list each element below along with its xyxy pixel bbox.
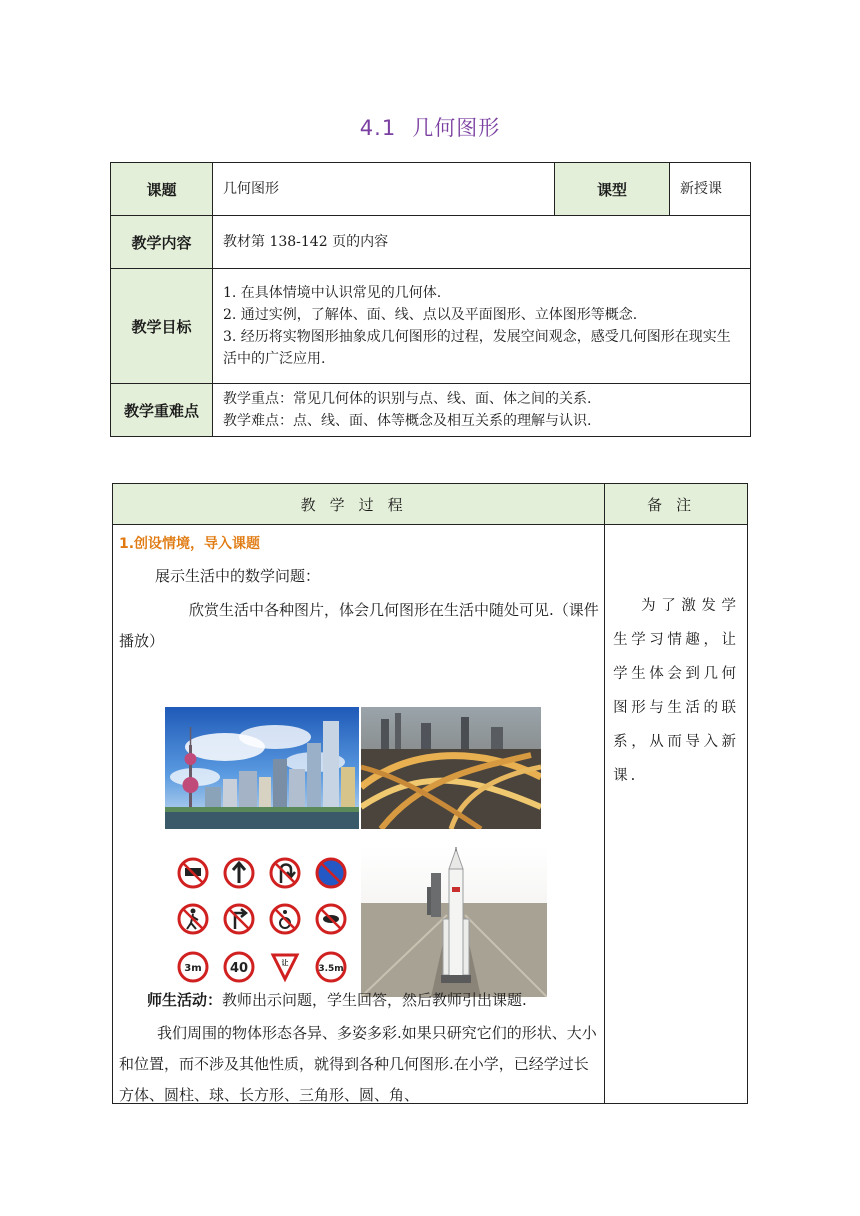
goals-cell xyxy=(213,269,751,384)
traffic-signs-image xyxy=(169,851,359,997)
paragraph: 展示生活中的数学问题： xyxy=(155,567,321,585)
sign-label: 40 xyxy=(229,961,249,976)
activity-label: 师生活动： xyxy=(147,991,223,1009)
topic-value: 几何图形 xyxy=(213,163,555,216)
goal-item: 3. 经历将实物图形抽象成几何图形的过程，发展空间观念，感受几何图形在现实生活中的广泛应用. xyxy=(223,329,731,367)
goal-item: 1. 在具体情境中认识常见的几何体. xyxy=(223,285,442,301)
paragraph: 我们周围的物体形态各异、多姿多彩.如果只研究它们的形状、大小和位置，而不涉及其他性质，就得到各种几何图形.在小学，已经学过长方体、圆柱、球、长方形、三角形、圆、角、 xyxy=(119,1024,597,1103)
process-content xyxy=(113,525,605,1104)
teaching-process-table xyxy=(112,483,748,1104)
content-value: 教材第 138-142 页的内容 xyxy=(213,216,751,269)
rocket-image xyxy=(361,847,547,997)
title-number: 4.1 xyxy=(359,116,397,140)
city-skyline-image xyxy=(165,707,359,829)
paragraph: 欣赏生活中各种图片，体会几何图形在生活中随处可见.（课件播放） xyxy=(119,601,599,650)
sign-label: 3.5m xyxy=(318,964,344,974)
page-title xyxy=(0,112,860,142)
process-header: 教学过程 xyxy=(113,484,605,525)
difficult-point: 教学难点：点、线、面、体等概念及相互关系的理解与认识. xyxy=(223,413,592,429)
type-label: 课型 xyxy=(555,163,670,216)
activity-text: 教师出示问题，学生回答，然后教师引出课题. xyxy=(222,991,527,1009)
lesson-info-table xyxy=(110,162,751,437)
sign-label: 让 xyxy=(281,959,289,967)
content-label: 教学内容 xyxy=(111,216,213,269)
goals-label: 教学目标 xyxy=(111,269,213,384)
highway-interchange-image xyxy=(361,707,541,829)
keypoints-cell xyxy=(213,384,751,437)
note-header: 备注 xyxy=(605,484,748,525)
paragraph xyxy=(119,985,599,1015)
type-value: 新授课 xyxy=(670,163,751,216)
note-text: 为了激发学生学习情趣，让学生体会到几何图形与生活的联系，从而导入新课. xyxy=(613,598,739,784)
topic-label: 课题 xyxy=(111,163,213,216)
section-title: 1.创设情境，导入课题 xyxy=(119,536,261,552)
note-cell xyxy=(605,525,748,1104)
sign-label: 3m xyxy=(184,963,202,974)
key-point: 教学重点：常见几何体的识别与点、线、面、体之间的关系. xyxy=(223,391,592,407)
title-text: 几何图形 xyxy=(412,116,501,140)
keypoints-label: 教学重难点 xyxy=(111,384,213,437)
goal-item: 2. 通过实例，了解体、面、线、点以及平面图形、立体图形等概念. xyxy=(223,307,638,323)
